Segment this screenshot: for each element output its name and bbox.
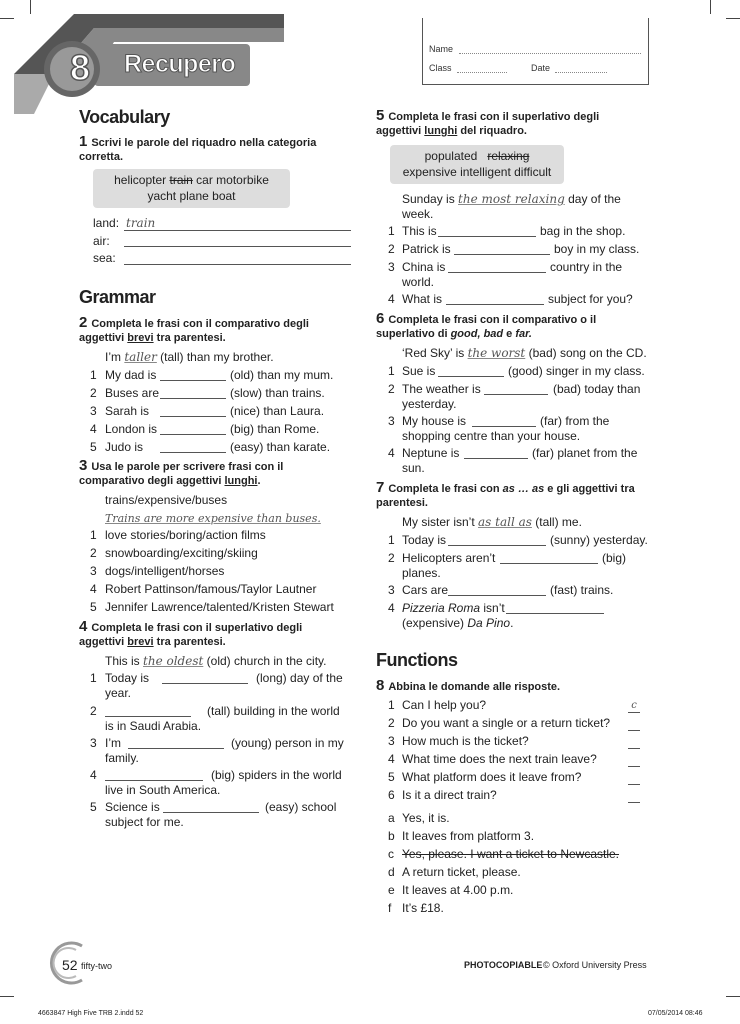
answer-text: Yes, it is. xyxy=(402,811,450,825)
item-number: 5 xyxy=(90,800,97,814)
photocopiable-label: PHOTOCOPIABLE xyxy=(464,960,543,970)
instruction-text: Completa le frasi con xyxy=(388,483,503,495)
sea-label: sea: xyxy=(93,251,116,265)
crop-mark xyxy=(726,18,740,19)
example-answer: taller xyxy=(124,350,157,364)
exercise-number: 4 xyxy=(79,618,88,635)
example-answer: as tall as xyxy=(478,515,532,529)
item-number: 1 xyxy=(90,368,97,382)
item-number: 1 xyxy=(90,528,97,542)
instruction-text: Completa le frasi con il comparativo degli aggettivi xyxy=(79,318,309,344)
air-label: air: xyxy=(93,234,110,248)
text: (tall) me. xyxy=(531,515,582,529)
vocabulary-heading: Vocabulary xyxy=(79,107,170,127)
grammar-heading: Grammar xyxy=(79,287,156,307)
item-text: Jennifer Lawrence/talented/Kristen Stewart xyxy=(105,600,334,614)
ex8-answer-f xyxy=(388,901,643,916)
text: yesterday. xyxy=(402,397,457,411)
example-answer: the worst xyxy=(467,346,526,360)
text: family. xyxy=(105,751,139,765)
class-line[interactable] xyxy=(457,72,507,73)
item-text: Robert Pattinson/famous/Taylor Lautner xyxy=(105,582,317,596)
text: Sarah is xyxy=(105,404,150,418)
ex6-item-2 xyxy=(388,382,648,411)
question-text: What time does the next train leave? xyxy=(402,752,597,766)
question-text: What platform does it leave from? xyxy=(402,770,582,784)
text: . xyxy=(510,616,514,630)
item-number: 2 xyxy=(90,704,97,718)
date-line[interactable] xyxy=(555,72,607,73)
ex8-answer-d xyxy=(388,865,643,880)
item-number: 4 xyxy=(388,601,395,615)
text: (tall) building in the world xyxy=(207,704,340,718)
item-number: 3 xyxy=(388,260,395,274)
text: (old) than my mum. xyxy=(230,368,334,382)
instruction-emphasis: lunghi xyxy=(424,125,458,137)
text: Pizzeria Roma xyxy=(402,601,481,615)
item-text: love stories/boring/action films xyxy=(105,528,266,542)
text: (expensive) xyxy=(402,616,468,630)
text: is in Saudi Arabia. xyxy=(105,719,202,733)
answer-blank[interactable] xyxy=(484,384,548,395)
text: year. xyxy=(105,686,132,700)
item-number: 4 xyxy=(388,446,395,460)
item-number: 4 xyxy=(90,582,97,596)
text: isn’t xyxy=(480,601,505,615)
example-answer: the most relaxing xyxy=(458,192,565,206)
item-number: 2 xyxy=(388,551,395,565)
crop-mark xyxy=(30,0,31,14)
ex6-item-4 xyxy=(388,446,648,475)
answer-blank[interactable] xyxy=(160,442,226,453)
text: (sunny) yesterday. xyxy=(550,533,648,547)
file-date: 07/05/2014 08:46 xyxy=(648,1010,703,1017)
instruction-emphasis: far. xyxy=(515,328,532,340)
text: My dad is xyxy=(105,368,157,382)
answer-letter: f xyxy=(388,901,392,915)
text: subject for me. xyxy=(105,815,184,829)
text: Sunday is xyxy=(402,192,459,206)
answer-blank[interactable]: c xyxy=(628,698,640,713)
instruction-text: tra parentesi. xyxy=(153,636,226,648)
text: My house is xyxy=(402,414,467,428)
text: (big) spiders in the world xyxy=(211,768,342,782)
exercise-number: 5 xyxy=(376,107,385,124)
text: (far) from the xyxy=(540,414,610,428)
instruction-emphasis: brevi xyxy=(127,332,154,344)
name-class-date-box xyxy=(422,18,649,85)
text: China is xyxy=(402,260,446,274)
ex6-item-1 xyxy=(388,364,648,379)
text: This is xyxy=(105,654,144,668)
item-number: 3 xyxy=(90,564,97,578)
item-number: 2 xyxy=(388,716,395,730)
item-number: 1 xyxy=(388,224,395,238)
answer-blank[interactable] xyxy=(448,535,546,546)
ex2-item-1 xyxy=(90,368,350,383)
text: bag in the shop. xyxy=(540,224,626,238)
text: planes. xyxy=(402,566,441,580)
answer-blank[interactable] xyxy=(454,244,550,255)
text: (easy) school xyxy=(265,800,337,814)
answer-blank[interactable] xyxy=(438,226,536,237)
answer-blank[interactable] xyxy=(105,706,191,717)
answer-blank[interactable] xyxy=(160,370,226,381)
text: boy in my class. xyxy=(554,242,640,256)
sea-answer-line[interactable] xyxy=(124,264,351,265)
text: I’m xyxy=(105,350,125,364)
answer-letter: a xyxy=(388,811,395,825)
text: country in the xyxy=(550,260,623,274)
word: expensive intelligent difficult xyxy=(402,165,552,179)
question-text: Do you want a single or a return ticket? xyxy=(402,716,611,730)
instruction-text: . xyxy=(257,475,261,487)
example-sentence xyxy=(105,654,326,669)
exercise-5-instruction xyxy=(376,109,646,138)
item-number: 3 xyxy=(388,414,395,428)
answer-blank[interactable] xyxy=(500,553,598,564)
word: car motorbike xyxy=(196,173,269,187)
text: Sue is xyxy=(402,364,436,378)
text: Helicopters aren’t xyxy=(402,551,496,565)
text: London is xyxy=(105,422,158,436)
item-text: dogs/intelligent/horses xyxy=(105,564,225,578)
example-sentence xyxy=(105,350,274,365)
ex3-item-3 xyxy=(90,564,360,579)
instruction-text: Usa le parole per scrivere frasi con il comparativo degli aggettivi xyxy=(79,461,284,487)
text: Neptune is xyxy=(402,446,460,460)
item-number: 2 xyxy=(388,242,395,256)
answer-blank[interactable] xyxy=(464,448,528,459)
ex4-item-3 xyxy=(90,736,350,765)
item-text: snowboarding/exciting/skiing xyxy=(105,546,258,560)
instruction-text: Completa le frasi con il superlativo degli aggettivi xyxy=(79,622,303,648)
text: Cars are xyxy=(402,583,449,597)
ex4-item-4 xyxy=(90,768,350,797)
answer-letter: c xyxy=(388,847,394,861)
item-number: 1 xyxy=(388,364,395,378)
ex7-item-2 xyxy=(388,551,648,580)
ex3-item-5 xyxy=(90,600,360,615)
ex2-item-5 xyxy=(90,440,350,455)
item-number: 5 xyxy=(90,600,97,614)
crop-mark xyxy=(726,996,740,997)
text: (big) xyxy=(602,551,627,565)
text: Today is xyxy=(402,533,447,547)
answer-blank[interactable] xyxy=(628,734,640,749)
text: subject for you? xyxy=(548,292,633,306)
exercise-3-instruction xyxy=(79,459,349,488)
name-line[interactable] xyxy=(459,53,641,54)
question-text: Is it a direct train? xyxy=(402,788,497,802)
land-label: land: xyxy=(93,216,120,230)
ex7-item-1 xyxy=(388,533,648,548)
ex3-item-1 xyxy=(90,528,360,543)
item-number: 3 xyxy=(388,734,395,748)
ex5-item-2 xyxy=(388,242,648,257)
text: (bad) today than xyxy=(553,382,641,396)
item-number: 4 xyxy=(90,768,97,782)
instruction-emphasis: brevi xyxy=(127,636,154,648)
answer-blank[interactable] xyxy=(628,716,640,731)
page-number: 52 xyxy=(62,957,78,973)
answer-blank[interactable] xyxy=(162,673,248,684)
item-number: 1 xyxy=(388,533,395,547)
ex2-item-3 xyxy=(90,404,350,419)
word-box-5 xyxy=(390,145,564,184)
text: Da Pino xyxy=(467,616,511,630)
text: shopping centre than your house. xyxy=(402,429,581,443)
name-label: Name xyxy=(429,44,454,54)
text: (old) church in the city. xyxy=(203,654,327,668)
answer-letter: d xyxy=(388,865,395,879)
answer-text: It’s £18. xyxy=(402,901,444,915)
text: (nice) than Laura. xyxy=(230,404,325,418)
item-number: 5 xyxy=(90,440,97,454)
exercise-number: 8 xyxy=(376,677,385,694)
answer-blank[interactable] xyxy=(472,416,536,427)
ex2-item-2 xyxy=(90,386,350,401)
text: I’m xyxy=(105,736,121,750)
item-number: 6 xyxy=(388,788,395,802)
instruction-text: Abbina le domande alle risposte. xyxy=(388,681,561,693)
instruction-text: e xyxy=(503,328,516,340)
date-label: Date xyxy=(531,63,551,73)
ex7-item-4 xyxy=(388,601,648,630)
land-answer: train xyxy=(126,216,156,230)
ex8-answer-c xyxy=(388,847,643,862)
answer-blank[interactable] xyxy=(105,770,203,781)
air-answer-line[interactable] xyxy=(124,246,351,247)
text: Judo is xyxy=(105,440,144,454)
text: (fast) trains. xyxy=(550,583,614,597)
text: My sister isn’t xyxy=(402,515,479,529)
answer-blank[interactable] xyxy=(128,738,224,749)
file-info: 4663847 High Five TRB 2.indd 52 xyxy=(38,1010,144,1017)
text: live in South America. xyxy=(105,783,221,797)
exercise-number: 2 xyxy=(79,314,88,331)
ex6-item-3 xyxy=(388,414,648,443)
ex3-item-2 xyxy=(90,546,360,561)
text: (easy) than karate. xyxy=(230,440,331,454)
exercise-number: 7 xyxy=(376,479,385,496)
example-sentence xyxy=(402,515,652,530)
ex8-answer-e xyxy=(388,883,643,898)
answer-blank[interactable] xyxy=(628,788,640,803)
instruction-text: tra parentesi. xyxy=(153,332,226,344)
instruction-text: e gli aggettivi tra parentesi. xyxy=(376,483,635,509)
ex8-answer-b xyxy=(388,829,643,844)
answer-blank[interactable] xyxy=(628,770,640,785)
text: Buses are xyxy=(105,386,160,400)
instruction-emphasis: as … as xyxy=(502,483,545,495)
example-sentence xyxy=(402,192,652,222)
text: (big) than Rome. xyxy=(230,422,320,436)
ex3-item-4 xyxy=(90,582,360,597)
exercise-6-instruction xyxy=(376,312,646,341)
text: (tall) than my brother. xyxy=(156,350,274,364)
answer-text: It leaves from platform 3. xyxy=(402,829,535,843)
item-number: 3 xyxy=(90,736,97,750)
exercise-7-instruction xyxy=(376,481,646,510)
instruction-text: Completa le frasi con il superlativo degli aggettivi xyxy=(376,111,600,137)
example-answer: the oldest xyxy=(143,654,204,668)
answer-blank[interactable] xyxy=(160,388,226,399)
ex7-item-3 xyxy=(388,583,648,598)
exercise-number: 3 xyxy=(79,457,88,474)
word-crossed: train xyxy=(169,173,193,187)
ex8-question-2 xyxy=(388,716,643,731)
ex2-item-4 xyxy=(90,422,350,437)
crop-mark xyxy=(0,996,14,997)
example-answer: Trains are more expensive than buses. xyxy=(105,512,321,525)
answer-blank[interactable] xyxy=(446,294,544,305)
answer-blank[interactable] xyxy=(448,262,546,273)
answer-text: A return ticket, please. xyxy=(402,865,521,879)
item-number: 2 xyxy=(90,546,97,560)
answer-blank[interactable] xyxy=(163,802,259,813)
text: sun. xyxy=(402,461,425,475)
answer-blank[interactable] xyxy=(628,752,640,767)
word-box-1 xyxy=(93,169,290,208)
text: (far) planet from the xyxy=(532,446,638,460)
answer-blank[interactable] xyxy=(506,603,604,614)
word-crossed: relaxing xyxy=(487,149,530,163)
text: This is xyxy=(402,224,437,238)
item-number: 1 xyxy=(388,698,395,712)
land-answer-line[interactable] xyxy=(124,230,351,231)
ex8-question-3 xyxy=(388,734,643,749)
unit-title: Recupero xyxy=(124,50,236,78)
text: week. xyxy=(402,207,434,221)
text: ‘Red Sky’ is xyxy=(402,346,468,360)
text: (young) person in my xyxy=(231,736,344,750)
text: (bad) song on the CD. xyxy=(525,346,647,360)
text: (good) singer in my class. xyxy=(508,364,645,378)
instruction-emphasis: good, bad xyxy=(450,328,504,340)
functions-heading: Functions xyxy=(376,650,458,670)
ex4-item-2 xyxy=(90,704,350,733)
ex8-question-4 xyxy=(388,752,643,767)
item-number: 3 xyxy=(90,404,97,418)
text: The weather is xyxy=(402,382,481,396)
text: world. xyxy=(402,275,435,289)
answer-letter: e xyxy=(388,883,395,897)
item-number: 3 xyxy=(388,583,395,597)
ex8-answer-a xyxy=(388,811,643,826)
item-number: 4 xyxy=(388,292,395,306)
word: yacht plane boat xyxy=(147,189,236,203)
answer-text: Yes, please. I want a ticket to Newcastle. xyxy=(402,847,620,861)
crop-mark xyxy=(710,0,711,14)
unit-number: 8 xyxy=(69,47,91,88)
class-label: Class xyxy=(429,63,452,73)
answer-blank[interactable] xyxy=(160,424,226,435)
item-number: 4 xyxy=(388,752,395,766)
instruction-text: del riquadro. xyxy=(457,125,527,137)
example-words: trains/expensive/buses xyxy=(105,493,228,507)
text: Today is xyxy=(105,671,150,685)
ex5-item-3 xyxy=(388,260,648,289)
text: day of the xyxy=(564,192,621,206)
instruction-emphasis: lunghi xyxy=(224,475,258,487)
answer-letter: b xyxy=(388,829,395,843)
answer-text: It leaves at 4.00 p.m. xyxy=(402,883,514,897)
ex8-question-1 xyxy=(388,698,643,713)
item-number: 1 xyxy=(90,671,97,685)
question-text: Can I help you? xyxy=(402,698,487,712)
text: What is xyxy=(402,292,443,306)
instruction-text: Scrivi le parole del riquadro nella categoria corretta. xyxy=(79,137,317,163)
exercise-4-instruction xyxy=(79,620,349,649)
ex4-item-1 xyxy=(90,671,350,700)
item-number: 2 xyxy=(90,386,97,400)
exercise-number: 1 xyxy=(79,133,88,150)
copyright: © Oxford University Press xyxy=(543,960,647,970)
text: (long) day of the xyxy=(256,671,343,685)
instruction-text: Completa le frasi con il comparativo o il superlativo di xyxy=(376,314,597,340)
exercise-1-instruction xyxy=(79,135,349,164)
answer-blank[interactable] xyxy=(448,585,546,596)
text: Patrick is xyxy=(402,242,451,256)
question-text: How much is the ticket? xyxy=(402,734,529,748)
ex8-question-6 xyxy=(388,788,643,803)
exercise-number: 6 xyxy=(376,310,385,327)
word: populated xyxy=(424,149,478,163)
ex8-question-5 xyxy=(388,770,643,785)
item-number: 2 xyxy=(388,382,395,396)
text: Science is xyxy=(105,800,160,814)
answer-blank[interactable] xyxy=(160,406,226,417)
exercise-8-instruction xyxy=(376,679,646,694)
page-number-word: fifty-two xyxy=(81,961,113,971)
exercise-2-instruction xyxy=(79,316,349,345)
ex4-item-5 xyxy=(90,800,350,829)
crop-mark xyxy=(0,18,14,19)
answer-blank[interactable] xyxy=(438,366,504,377)
item-number: 4 xyxy=(90,422,97,436)
word: helicopter xyxy=(114,173,167,187)
text: (slow) than trains. xyxy=(230,386,325,400)
item-number: 5 xyxy=(388,770,395,784)
example-sentence xyxy=(402,346,652,361)
ex5-item-4 xyxy=(388,292,648,307)
ex5-item-1 xyxy=(388,224,648,239)
